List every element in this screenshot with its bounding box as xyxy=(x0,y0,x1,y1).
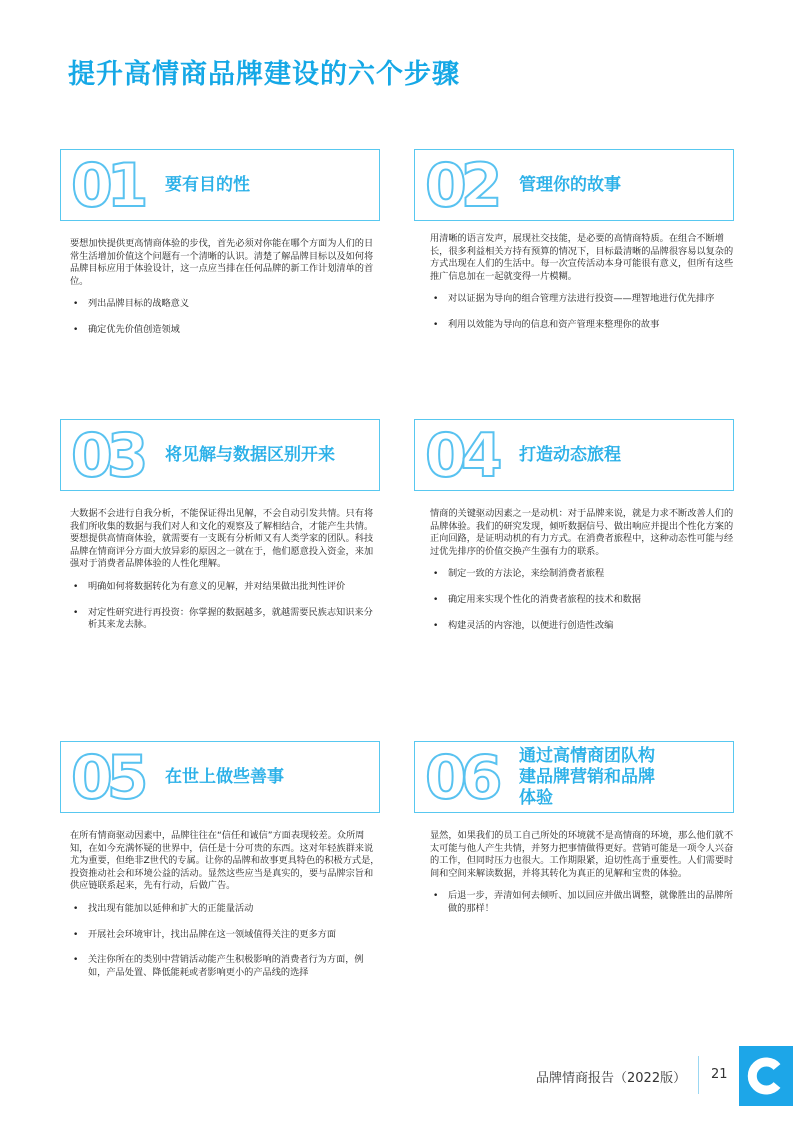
list-item: • 后退一步，弄清如何去倾听、加以回应并做出调整，就像胜出的品牌所做的那样！ xyxy=(430,890,740,915)
step-card-03 xyxy=(60,419,380,491)
list-item: • 对以证据为导向的组合管理方法进行投资——理智地进行优先排序 xyxy=(430,293,740,306)
step-bullets-05 xyxy=(70,903,380,979)
step-section-02 xyxy=(430,233,740,345)
step-body-05: 在所有情商驱动因素中，品牌往往在“信任和诚信”方面表现较差。众所周知，在如今充满怀疑的世界中，信任是十分可贵的东西。这对年轻族群来说尤为重要，但绝非Z世代的专属。让你的品牌和故事更具特色的积极方式是，投资推动社会和环境公益的活动。显然这些应当是真实的，要与品牌宗旨和供应链联系起来，先有行动，后做广告。 xyxy=(70,830,380,892)
step-body-02: 用清晰的语言发声，展现社交技能，是必要的高情商特质。在组合不断增长，很多利益相关方持有预算的情况下，目标最清晰的品牌很容易以复杂的方式出现在人们的生活中。每一次宣传活动本身可能很有意义，但所有这些推广信息加在一起就变得一片模糊。 xyxy=(430,233,734,282)
step-bullets-02 xyxy=(430,293,740,331)
list-item: • 对定性研究进行再投资：你掌握的数据越多，就越需要民族志知识来分析其来龙去脉。 xyxy=(70,607,380,632)
step-heading-01: 要有目的性 xyxy=(165,174,250,195)
page-number: 21 xyxy=(711,1067,728,1082)
step-body-06: 显然，如果我们的员工自己所处的环境就不是高情商的环境，那么他们就不太可能与他人产生共情，并努力把事情做得更好。营销可能是一项令人兴奋的工作，但同时压力也很大。工作期限紧，迫切性高于重要性。人们需要时间和空间来解读数据，并将其转化为真正的见解和宝贵的体验。 xyxy=(430,830,734,879)
step-section-01 xyxy=(70,238,380,350)
list-item: • 关注你所在的类别中营销活动能产生积极影响的消费者行为方面，例如，产品处置、降低能耗或者影响更小的产品线的选择 xyxy=(70,954,380,979)
list-item: • 找出现有能加以延伸和扩大的正能量活动 xyxy=(70,903,380,916)
step-section-04 xyxy=(430,508,740,645)
step-bullets-04 xyxy=(430,568,740,632)
list-item: • 确定用来实现个性化的消费者旅程的技术和数据 xyxy=(430,594,740,607)
step-number-03: 03 xyxy=(71,421,143,491)
step-number-04: 04 xyxy=(425,421,497,491)
step-card-02 xyxy=(414,149,734,221)
page-title: 提升高情商品牌建设的六个步骤 xyxy=(68,59,460,90)
step-body-03: 大数据不会进行自我分析，不能保证得出见解，不会自动引发共情。只有将我们所收集的数据与我们对人和文化的观察及了解相结合，才能产生共情。要想提供高情商体验，就需要有一支既有分析师又有人类学家的团队。科技品牌在情商评分方面大放异彩的原因之一就在于，他们愿意投入资金，来加强对于消费者品牌体验的人性化理解。 xyxy=(70,508,374,570)
step-heading-05: 在世上做些善事 xyxy=(165,766,284,787)
step-heading-02: 管理你的故事 xyxy=(519,174,621,195)
list-item: • 构建灵活的内容池，以便进行创造性改编 xyxy=(430,620,740,633)
step-number-02: 02 xyxy=(425,151,497,221)
list-item: • 明确如何将数据转化为有意义的见解，并对结果做出批判性评价 xyxy=(70,581,380,594)
step-heading-03: 将见解与数据区别开来 xyxy=(165,444,335,465)
list-item: • 开展社会环境审计，找出品牌在这一领域值得关注的更多方面 xyxy=(70,929,380,942)
step-number-06: 06 xyxy=(425,743,497,813)
step-bullets-01 xyxy=(70,298,380,336)
step-card-04 xyxy=(414,419,734,491)
brand-logo-icon xyxy=(739,1046,793,1106)
step-section-03 xyxy=(70,508,380,645)
step-section-06 xyxy=(430,830,740,929)
step-number-01: 01 xyxy=(71,151,143,221)
step-body-04: 情商的关键驱动因素之一是动机：对于品牌来说，就是力求不断改善人们的品牌体验。我们的研究发现，倾听数据信号、做出响应并提出个性化方案的正向回路，是证明动机的有力方式。在消费者旅程中，这种动态性可能与经过优先排序的价值交换产生强有力的联系。 xyxy=(430,508,734,557)
step-heading-04: 打造动态旅程 xyxy=(519,444,621,465)
step-heading-06: 通过高情商团队构建品牌营销和品牌体验 xyxy=(519,745,655,808)
list-item: • 利用以效能为导向的信息和资产管理来整理你的故事 xyxy=(430,319,740,332)
footer-report-title: 品牌情商报告（2022版） xyxy=(536,1071,687,1086)
step-number-05: 05 xyxy=(71,743,143,813)
step-bullets-03 xyxy=(70,581,380,632)
step-bullets-06 xyxy=(430,890,740,915)
step-card-05 xyxy=(60,741,380,813)
step-body-01: 要想加快提供更高情商体验的步伐，首先必须对你能在哪个方面为人们的日常生活增加价值这个问题有一个清晰的认识。清楚了解品牌目标以及如何将品牌目标应用于体验设计，这一点应当排在任何品牌的新工作计划清单的首位。 xyxy=(70,238,374,287)
step-card-06 xyxy=(414,741,734,813)
list-item: • 确定优先价值创造领域 xyxy=(70,324,380,337)
footer-divider xyxy=(698,1056,699,1094)
list-item: • 列出品牌目标的战略意义 xyxy=(70,298,380,311)
step-section-05 xyxy=(70,830,380,992)
list-item: • 制定一致的方法论，来绘制消费者旅程 xyxy=(430,568,740,581)
step-card-01 xyxy=(60,149,380,221)
